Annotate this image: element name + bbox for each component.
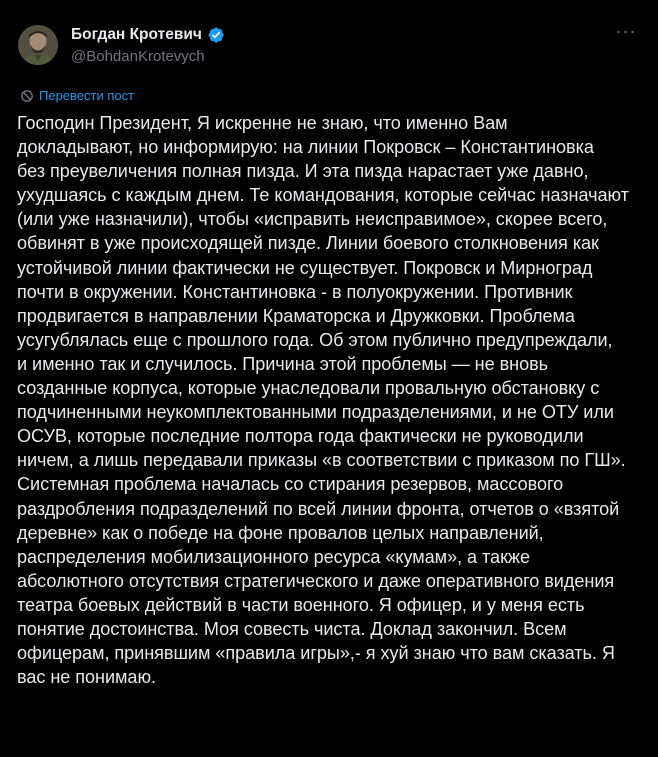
translate-post-button[interactable] [20,88,134,103]
avatar-photo [18,25,58,65]
verified-badge-icon [207,26,225,44]
translate-globe-icon [20,89,34,103]
more-options-button[interactable]: ··· [615,21,637,41]
author-name-row[interactable] [71,25,225,45]
avatar[interactable] [18,25,58,65]
post-text: Господин Президент, Я искренне не знаю, что именно Вам докладывают, но информирую: на линии Покровск – Константиновка без преувеличения полная пизда. И эта пизда нарастает уже давно, ухудшаясь с каждым днем. Те командования, которые сейчас назначают (или уже назначили), чтобы «исправить неисправимое», скорее всего, обвинят в уже происходящей пизде. Линии боевого столкновения как устойчивой линии фактически не существует. Покровск и Мирноград почти в окружении. Константиновка - в полуокружении. Противник продвигается в направлении Краматорска и Дружковки. Проблема усугублялась еще с прошлого года. Об этом публично предупреждали, и именно так и случилось. Причина этой проблемы — не вновь созданные корпуса, которые унаследовали провальную обстановку с подчиненными неукомплектованными подразделениями, и не ОТУ или ОСУВ, которые последние полтора года фактически не руководили ничем, а лишь передавали приказы «в соответствии с приказом по ГШ». Системная проблема началась со стирания резервов, массового раздробления подразделений по всей линии фронта, отчетов о «взятой деревне» как о победе на фоне провалов целых направлений, распределения мобилизационного ресурса «кумам», а также абсолютного отсутствия стратегического и даже оперативного видения театра боевых действий в части военного. Я офицер, и у меня есть понятие достоинства. Моя совесть чиста. Доклад закончил. Всем офицерам, принявшим «правила игры»,- я хуй знаю что вам сказать. Я вас не понимаю. [17,113,629,688]
author-display-name[interactable]: Богдан Кротевич [71,26,202,43]
translate-post-label: Перевести пост [39,88,135,103]
author-handle[interactable]: @BohdanKrotevych [71,48,205,65]
